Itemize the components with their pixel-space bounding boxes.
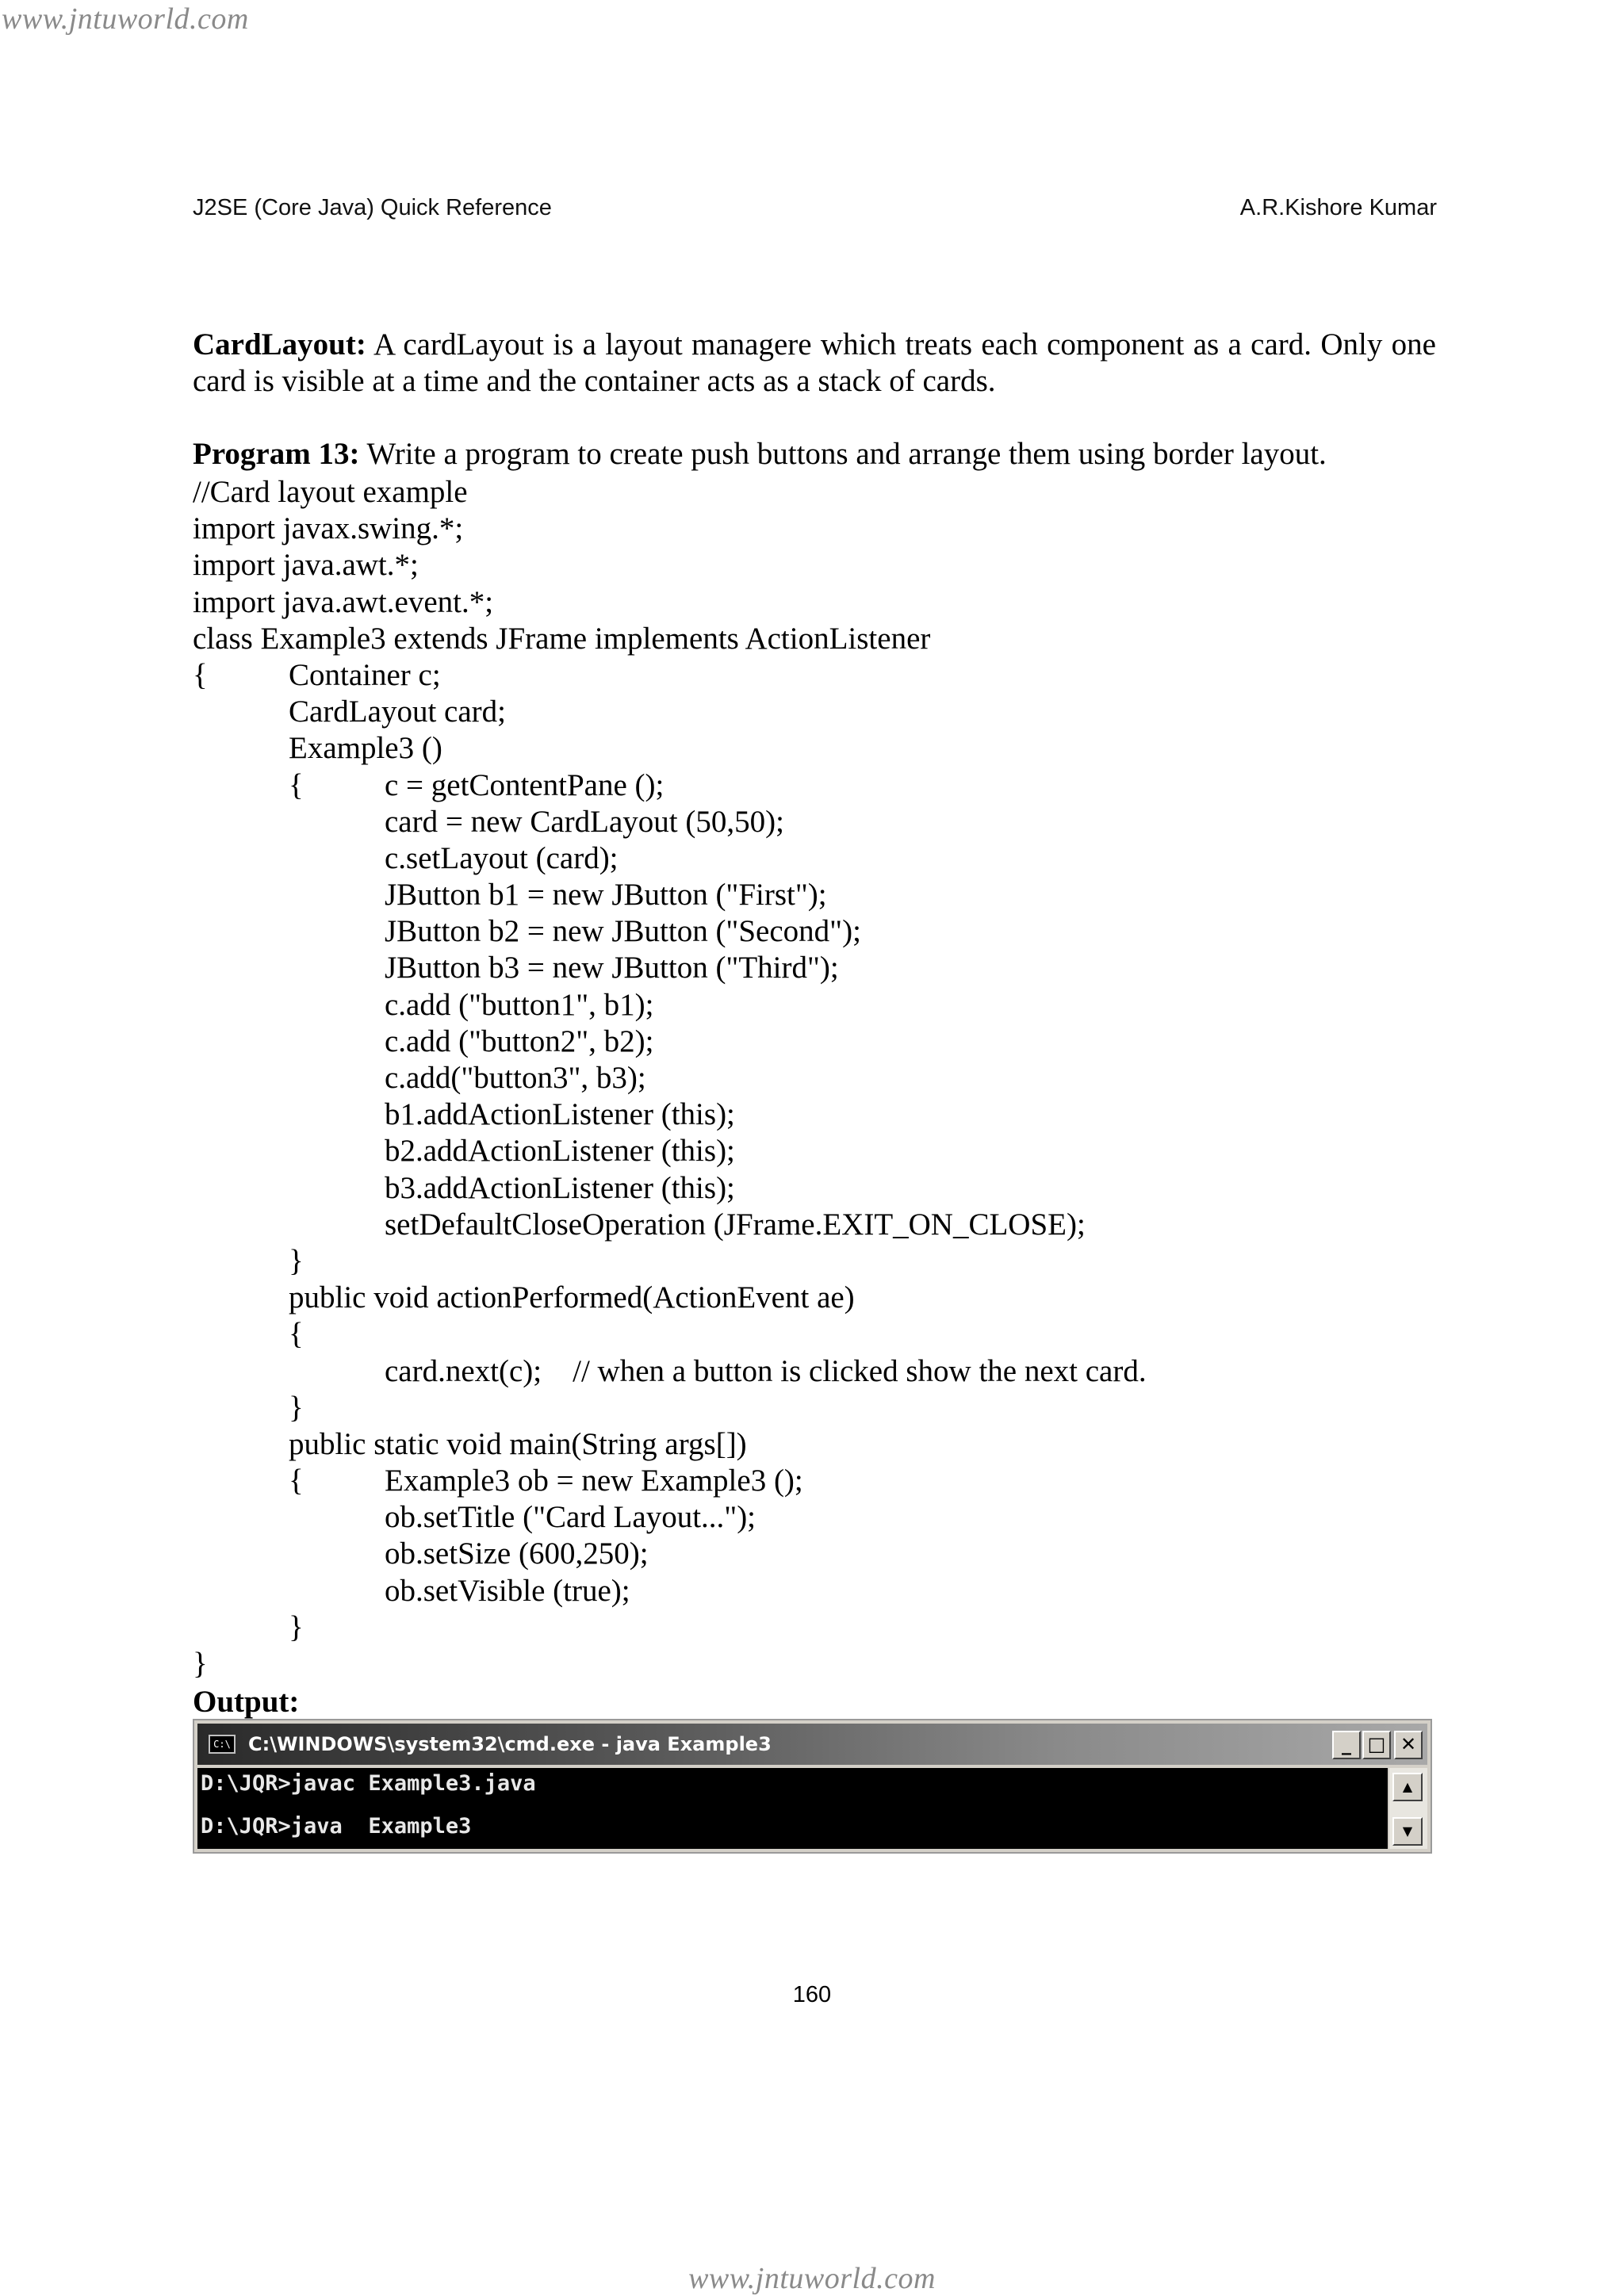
- running-header-author: A.R.Kishore Kumar: [1239, 195, 1437, 220]
- code-text: public static void main(String args[]): [289, 1426, 747, 1461]
- code-text: b1.addActionListener (this);: [385, 1097, 735, 1132]
- code-text: ob.setSize (600,250);: [385, 1536, 649, 1571]
- program-text: Write a program to create push buttons and arrange them using border layout.: [359, 437, 1327, 471]
- code-text: c.add("button3", b3);: [385, 1061, 646, 1095]
- code-brace: {: [193, 657, 208, 692]
- code-text: //Card layout example: [193, 475, 468, 509]
- code-brace: {: [289, 1317, 304, 1352]
- code-brace: }: [289, 1390, 304, 1425]
- code-text: JButton b1 = new JButton ("First");: [385, 878, 827, 913]
- console-output: [197, 1768, 1388, 1849]
- cardlayout-definition: [193, 327, 1436, 400]
- code-text: c.add ("button1", b1);: [385, 987, 654, 1022]
- console-window: [193, 1719, 1432, 1854]
- code-text: import javax.swing.*;: [193, 511, 464, 546]
- code-brace: {: [289, 1464, 304, 1498]
- code-text: card = new CardLayout (50,50);: [385, 804, 784, 839]
- code-brace: }: [193, 1647, 208, 1681]
- console-line: D:\JQR>java Example3: [201, 1814, 472, 1839]
- definition-term: CardLayout:: [193, 327, 366, 362]
- watermark-bottom: www.jntuworld.com: [688, 2262, 936, 2295]
- code-text: JButton b3 = new JButton ("Third");: [385, 951, 839, 985]
- maximize-button[interactable]: □: [1362, 1731, 1391, 1759]
- scroll-down-icon[interactable]: ▼: [1392, 1817, 1423, 1846]
- console-line: D:\JQR>javac Example3.java: [201, 1771, 536, 1796]
- cmd-icon: C:\: [209, 1735, 236, 1754]
- definition-text: A cardLayout is a layout managere which treats each component as a card. Only one card is visible at a time and the container acts as a stack of cards.: [193, 327, 1436, 398]
- code-text: import java.awt.*;: [193, 548, 419, 583]
- code-text: c.add ("button2", b2);: [385, 1024, 654, 1058]
- output-label: Output:: [193, 1685, 300, 1719]
- code-text: Example3 (): [289, 731, 442, 766]
- console-title: C:\WINDOWS\system32\cmd.exe - java Example3: [248, 1733, 772, 1755]
- code-text: Example3 ob = new Example3 ();: [385, 1464, 803, 1498]
- code-brace: }: [289, 1609, 304, 1644]
- watermark-top: www.jntuworld.com: [2, 2, 249, 36]
- code-text: b2.addActionListener (this);: [385, 1134, 735, 1169]
- code-text: c = getContentPane ();: [385, 767, 665, 802]
- console-scrollbar[interactable]: [1389, 1768, 1427, 1849]
- code-text: public void actionPerformed(ActionEvent ae): [289, 1280, 855, 1315]
- code-text: card.next(c); // when a button is clicked show the next card.: [385, 1353, 1147, 1388]
- code-text: class Example3 extends JFrame implements ActionListener: [193, 621, 931, 656]
- code-brace: }: [289, 1243, 304, 1278]
- code-text: b3.addActionListener (this);: [385, 1170, 735, 1205]
- scroll-up-icon[interactable]: ▲: [1392, 1773, 1423, 1801]
- running-header-title: J2SE (Core Java) Quick Reference: [193, 195, 552, 220]
- code-text: c.setLayout (card);: [385, 840, 619, 875]
- page-number: 160: [792, 1982, 832, 2007]
- code-brace: {: [289, 767, 304, 802]
- code-text: ob.setVisible (true);: [385, 1573, 630, 1608]
- program-label: Program 13:: [193, 437, 360, 471]
- code-text: CardLayout card;: [289, 695, 506, 729]
- code-text: JButton b2 = new JButton ("Second");: [385, 914, 861, 949]
- code-text: import java.awt.event.*;: [193, 584, 494, 619]
- code-text: setDefaultCloseOperation (JFrame.EXIT_ON_CLOSE);: [385, 1207, 1086, 1242]
- program-statement: [193, 436, 1436, 473]
- code-text: Container c;: [289, 657, 441, 692]
- console-titlebar[interactable]: [197, 1724, 1427, 1765]
- minimize-button[interactable]: _: [1332, 1731, 1361, 1759]
- close-button[interactable]: ✕: [1394, 1731, 1423, 1759]
- code-text: ob.setTitle ("Card Layout...");: [385, 1500, 756, 1535]
